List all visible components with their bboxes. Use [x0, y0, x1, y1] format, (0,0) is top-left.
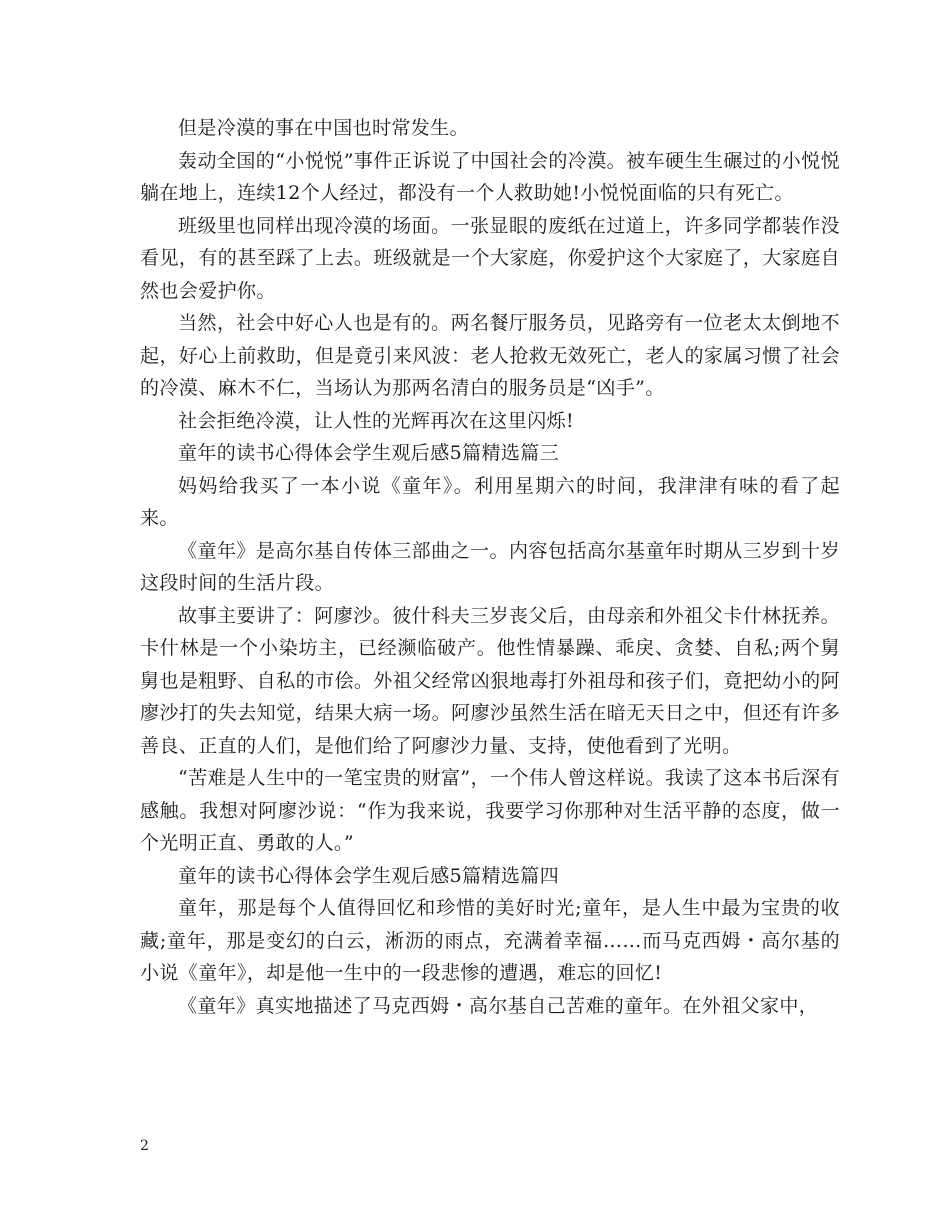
paragraph: 妈妈给我买了一本小说《童年》。利用星期六的时间，我津津有味的看了起来。	[140, 474, 840, 529]
section-heading-3: 童年的读书心得体会学生观后感5篇精选篇三	[178, 442, 560, 464]
paragraph: 但是冷漠的事在中国也时常发生。	[178, 117, 470, 139]
paragraph: 社会拒绝冷漠，让人性的光辉再次在这里闪烁!	[178, 409, 575, 432]
paragraph: 当然，社会中好心人也是有的。两名餐厅服务员，见路旁有一位老太太倒地不起，好心上前救助，但是竟引来风波：老人抢救无效死亡，老人的家属习惯了社会的冷漠、麻木不仁，当场认为那两名清白的服务员是“凶手”。	[140, 312, 840, 399]
paragraph: 轰动全国的“小悦悦”事件正诉说了中国社会的冷漠。被车硬生生碾过的小悦悦躺在地上，连续12个人经过，都没有一个人救助她!小悦悦面临的只有死亡。	[140, 149, 840, 204]
paragraph: 童年，那是每个人值得回忆和珍惜的美好时光;童年，是人生中最为宝贵的收藏;童年，那是变幻的白云，淅沥的雨点，充满着幸福……而马克西姆・高尔基的小说《童年》，却是他一生中的一段悲惨的遭遇，难忘的回忆!	[140, 897, 840, 984]
paragraph: “苦难是人生中的一笔宝贵的财富”，一个伟人曾这样说。我读了这本书后深有感触。我想对阿廖沙说：“作为我来说，我要学习你那种对生活平静的态度，做一个光明正直、勇敢的人。”	[140, 767, 840, 854]
paragraph: 班级里也同样出现冷漠的场面。一张显眼的废纸在过道上，许多同学都装作没看见，有的甚至踩了上去。班级就是一个大家庭，你爱护这个大家庭了，大家庭自然也会爱护你。	[140, 214, 840, 302]
paragraph: 故事主要讲了：阿廖沙。彼什科夫三岁丧父后，由母亲和外祖父卡什林抚养。卡什林是一个小染坊主，已经濒临破产。他性情暴躁、乖戾、贪婪、自私;两个舅舅也是粗野、自私的市侩。外祖父经常凶狠地毒打外祖母和孩子们，竟把幼小的阿廖沙打的失去知觉，结果大病一场。阿廖沙虽然生活在暗无天日之中，但还有许多善良、正直的人们，是他们给了阿廖沙力量、支持，使他看到了光明。	[140, 604, 840, 757]
page-number: 2	[140, 1138, 149, 1154]
paragraph: 《童年》是高尔基自传体三部曲之一。内容包括高尔基童年时期从三岁到十岁这段时间的生活片段。	[140, 539, 840, 594]
paragraph: 《童年》真实地描述了马克西姆・高尔基自己苦难的童年。在外祖父家中，	[178, 994, 819, 1017]
section-heading-4: 童年的读书心得体会学生观后感5篇精选篇四	[178, 864, 560, 887]
document-body	[140, 112, 840, 1022]
